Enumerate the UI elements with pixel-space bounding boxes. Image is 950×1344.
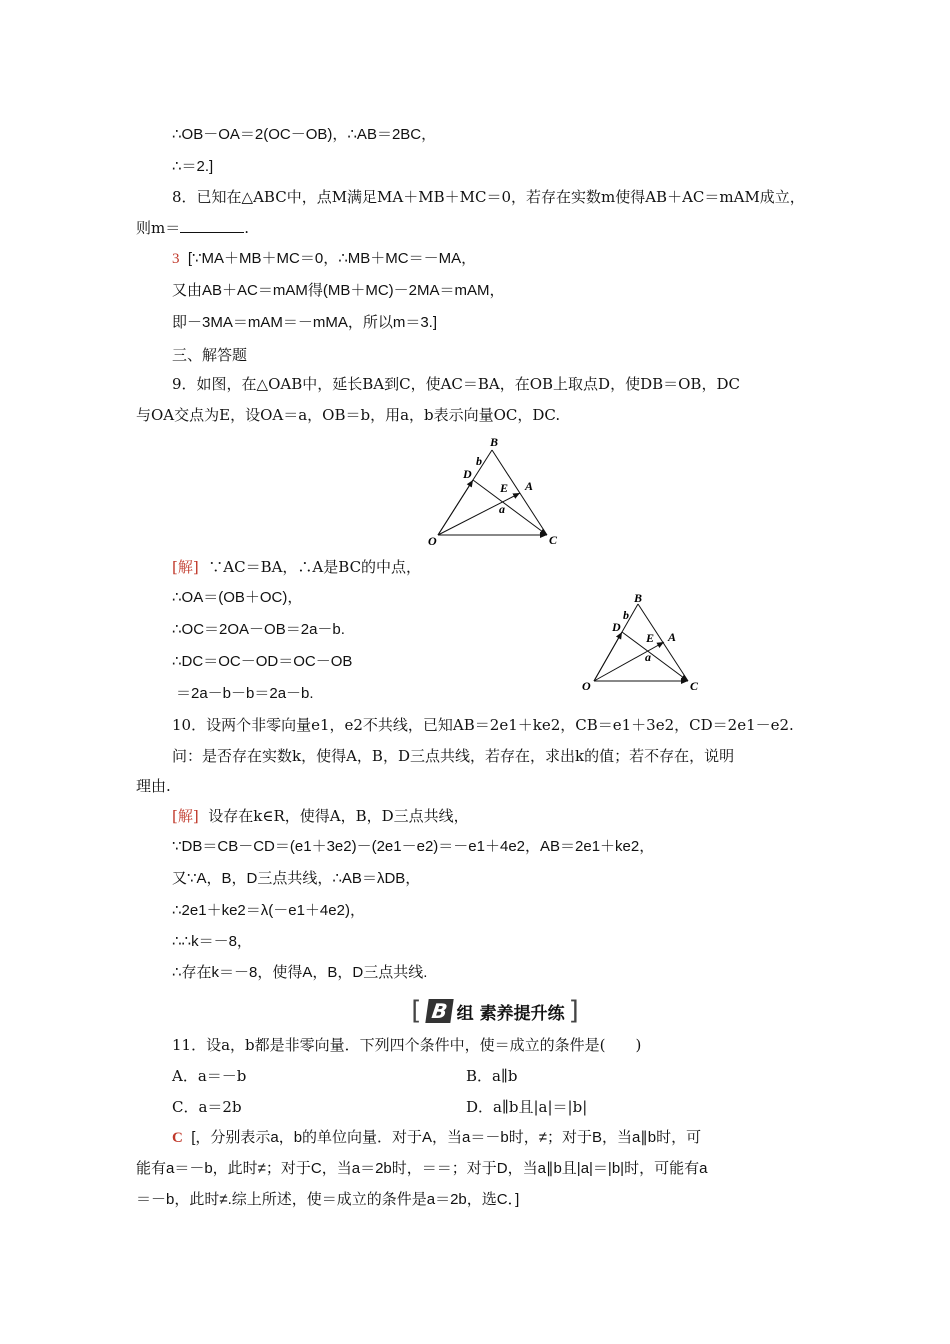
label-O: O xyxy=(428,534,437,548)
answer-blank xyxy=(180,218,244,233)
label-E: E xyxy=(500,481,509,495)
text-line: ＝2a－b－b＝2a－b. xyxy=(176,685,314,702)
label-O: O xyxy=(582,679,591,693)
label-E: E xyxy=(646,631,655,645)
banner-bracket-right: ] xyxy=(568,996,579,1026)
text-line: ∴2e1＋ke2＝λ(－e1＋4e2)， xyxy=(172,902,365,919)
label-A: A xyxy=(668,630,677,644)
option-d: D．a∥b且|a|＝|b| xyxy=(466,1098,588,1116)
label-a: a xyxy=(499,502,505,516)
solution-10 xyxy=(172,806,469,826)
solution-tag: [解] xyxy=(172,558,199,576)
label-D: D xyxy=(612,620,621,634)
text-fragment: [，分别表示a，b的单位向量．对于A，当a＝－b时，≠；对于B，当a∥b时，可 xyxy=(191,1129,702,1146)
banner-title: 素养提升练 xyxy=(479,1003,565,1024)
text-line: ＝－b，此时≠.综上所述，使＝成立的条件是a＝2b，选C．] xyxy=(136,1191,520,1208)
solution-9 xyxy=(172,557,421,577)
question-9: 9．如图，在△OAB中，延长BA到C，使AC＝BA，在OB上取点D，使DB＝OB，DC xyxy=(172,375,740,393)
text-line: ∴OB－OA＝2(OC－OB)，∴AB＝2BC， xyxy=(172,126,437,143)
text-fragment: 则m＝ xyxy=(136,219,181,237)
question-8: 8．已知在△ABC中，点M满足MA＋MB＋MC＝0，若存在实数m使得AB＋AC＝mAM成立， xyxy=(172,188,805,206)
text-fragment: 设存在k∈R，使得A，B，D三点共线， xyxy=(208,807,469,825)
text-line: ∴∴k＝－8， xyxy=(172,933,252,950)
answer-11 xyxy=(172,1128,701,1148)
option-a: A．a＝－b xyxy=(172,1067,247,1085)
label-B: B xyxy=(634,591,643,605)
answer-key: C xyxy=(172,1130,183,1146)
label-B: B xyxy=(490,435,499,449)
option-c: C．a＝2b xyxy=(172,1098,242,1116)
banner-bracket-left: [ xyxy=(411,996,422,1026)
banner-group: 组 xyxy=(456,1003,474,1024)
label-C: C xyxy=(549,533,558,547)
label-C: C xyxy=(690,679,699,693)
section-heading: 三、解答题 xyxy=(172,346,248,364)
triangle-figure xyxy=(420,432,570,552)
question-10: 10．设两个非零向量e1，e2不共线，已知AB＝2e1＋ke2，CB＝e1＋3e2，CD＝2e1－e2. xyxy=(172,716,794,734)
text-line: 即－3MA＝mAM＝－mMA，所以m＝3.] xyxy=(172,314,438,331)
text-line: ∵DB＝CB－CD＝(e1＋3e2)－(2e1－e2)＝－e1＋4e2，AB＝2e1＋ke2， xyxy=(172,838,655,855)
text-line: ∴DC＝OC－OD＝OC－OB xyxy=(172,653,353,670)
question-9-cont: 与OA交点为E，设OA＝a，OB＝b，用a，b表示向量OC，DC. xyxy=(136,406,561,424)
text-line: ∴OC＝2OA－OB＝2a－b. xyxy=(172,621,345,638)
answer-key: 3 xyxy=(172,251,180,267)
text-line: ∴＝2.] xyxy=(172,158,214,175)
answer-8 xyxy=(172,249,476,269)
solution-tag: [解] xyxy=(172,807,199,825)
label-b: b xyxy=(623,608,629,622)
text-line: 能有a＝－b，此时≠；对于C，当a＝2b时，＝＝；对于D，当a∥b且|a|＝|b|时，可能有a xyxy=(136,1160,708,1177)
label-b: b xyxy=(476,454,482,468)
question-10-cont: 理由. xyxy=(136,777,171,795)
text-line: ∴OA＝(OB＋OC)， xyxy=(172,589,303,606)
banner-letter: B xyxy=(426,999,455,1023)
text-fragment: [∵MA＋MB＋MC＝0，∴MB＋MC＝－MA， xyxy=(187,250,477,267)
text-line: 又∵A，B，D三点共线，∴AB＝λDB， xyxy=(172,870,421,887)
text-line: ∴存在k＝－8，使得A，B，D三点共线. xyxy=(172,964,428,981)
text-fragment: ∵AC＝BA，∴A是BC的中点， xyxy=(208,558,422,576)
question-8-cont: 则m＝ . xyxy=(136,219,250,237)
label-a: a xyxy=(645,650,651,664)
triangle-figure-2 xyxy=(576,590,726,696)
question-11: 11．设a，b都是非零向量．下列四个条件中，使＝成立的条件是( ) xyxy=(172,1036,642,1054)
text-line: 又由AB＋AC＝mAM得(MB＋MC)－2MA＝mAM， xyxy=(172,282,505,299)
option-b: B．a∥b xyxy=(466,1067,518,1085)
section-banner xyxy=(395,996,595,1026)
question-10-cont: 问：是否存在实数k，使得A，B，D三点共线，若存在，求出k的值；若不存在，说明 xyxy=(172,747,735,765)
label-A: A xyxy=(525,479,534,493)
label-D: D xyxy=(463,467,472,481)
